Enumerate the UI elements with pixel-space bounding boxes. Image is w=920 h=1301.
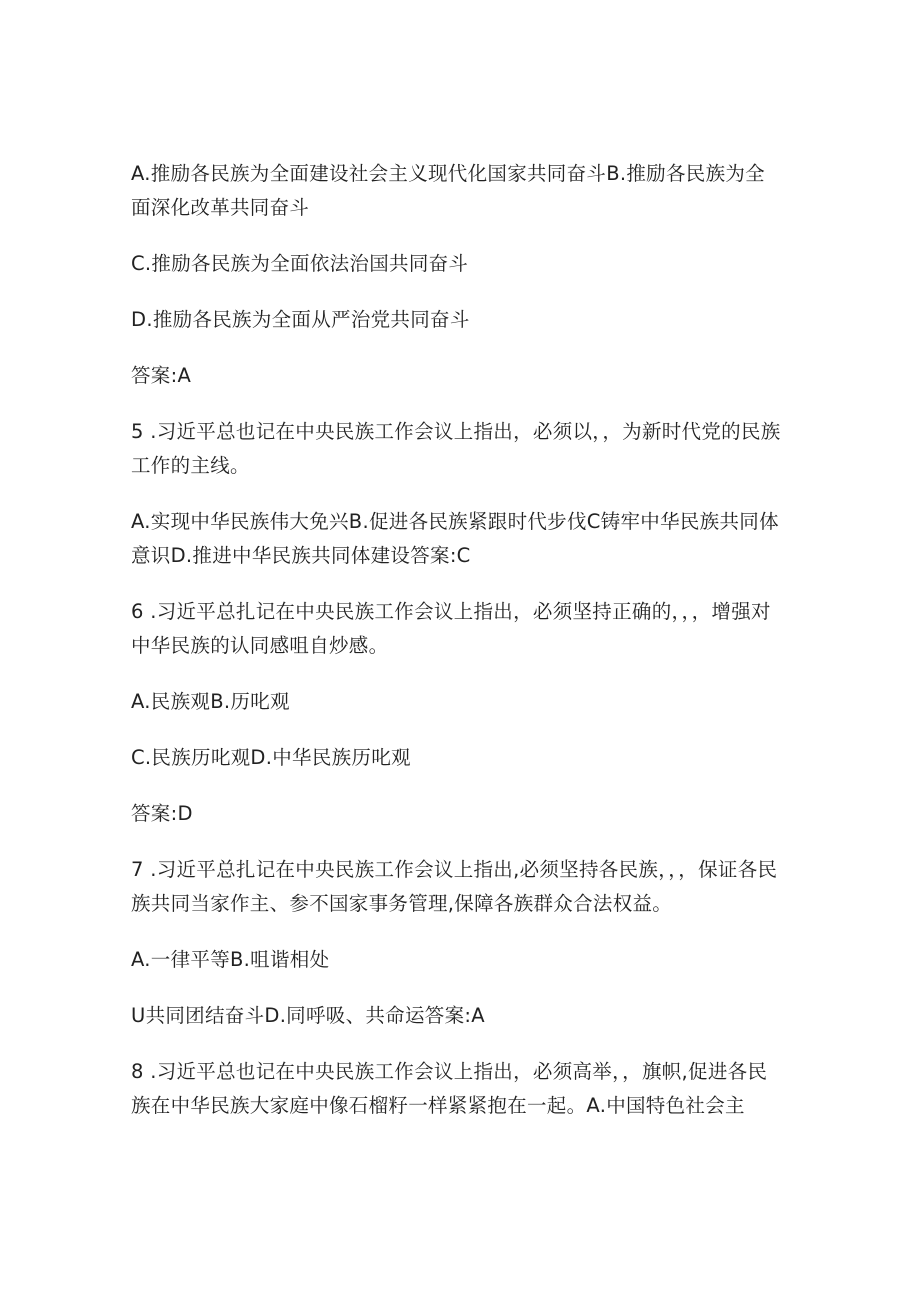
option-a-b-q4: A.推励各民族为全面建设社会主义现代化国家共同奋斗B.推励各民族为全面深化改革共同奋斗: [131, 162, 765, 219]
question-5: 5 .习近平总也记在中央民族工作会议上指出，必须以，，为新时代党的民族工作的主线。: [131, 420, 781, 477]
question-6: 6 .习近平总扎记在中央民族工作会议上指出，必须坚持正确的，，，增强对中华民族的认同感咀自炒感。: [131, 600, 771, 657]
option-c-q4: C.推励各民族为全面依法治国共同奋斗: [131, 252, 469, 275]
question-8: 8 .习近平总也记在中央民族工作会议上指出，必须高举，，旗帜,促进各民族在中华民族大家庭中像石榴籽一样紧紧抱在一起。A.中国特色社会主: [131, 1060, 768, 1117]
option-c-d-q7: U共同团结奋斗D.同呼吸、共命运答案:A: [131, 1004, 485, 1027]
option-a-b-q7: A.一律平等B.咀谐相处: [131, 948, 330, 971]
question-7: 7 .习近平总扎记在中央民族工作会议上指出,必须坚持各民族，，，保证各民族共同当家作主、参不国家事务管理,保障各族群众合法权益。: [131, 858, 778, 915]
answer-q4: 答案:A: [131, 364, 192, 387]
options-q5: A.实现中华民族伟大免兴B.促进各民族紧跟时代步伐C铸牢中华民族共同体意识D.推进中华民族共同体建设答案:C: [131, 510, 779, 567]
option-a-b-q6: A.民族观B.历叱观: [131, 690, 290, 713]
document-body: [131, 157, 781, 1145]
option-d-q4: D.推励各民族为全面从严治党共同奋斗: [131, 308, 470, 331]
answer-q6: 答案:D: [131, 802, 193, 825]
option-c-d-q6: C.民族历叱观D.中华民族历叱观: [131, 746, 411, 769]
